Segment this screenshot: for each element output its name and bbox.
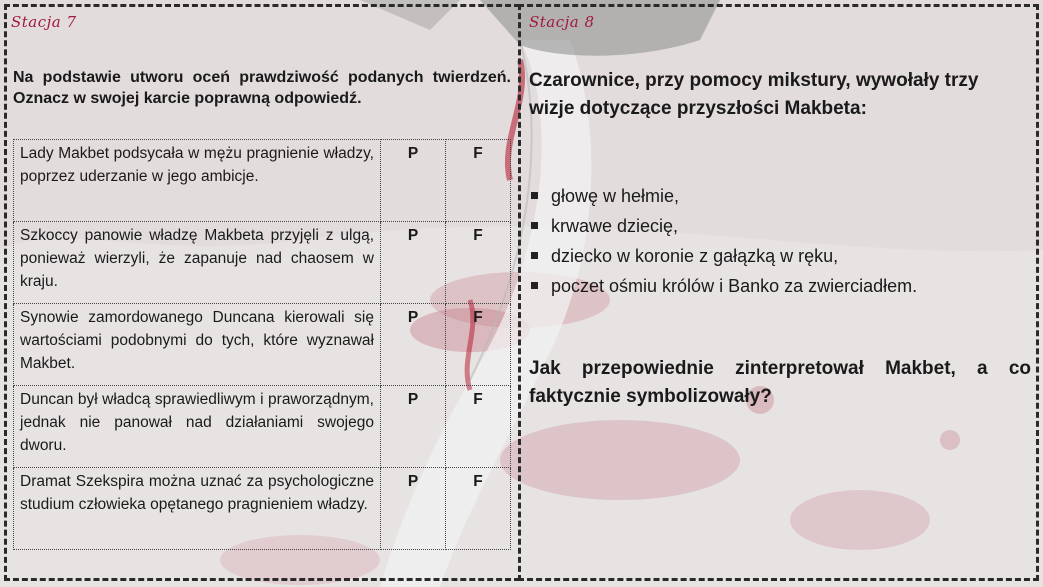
station-7-panel [4,4,520,581]
vision-text: krwawe dziecię, [551,216,679,236]
false-option: F [446,468,511,550]
table-row [14,468,511,550]
vision-text: dziecko w koronie z gałązką w ręku, [551,246,839,266]
bullet-icon [531,192,538,199]
list-item [529,211,917,241]
bullet-icon [531,282,538,289]
visions-list [529,181,917,301]
vision-text: poczet ośmiu królów i Banko za zwierciadłem. [551,276,918,296]
true-option: P [381,140,446,222]
station-7-title: Stacja 7 [11,13,77,31]
station-8-question-1: Czarownice, przy pomocy mikstury, wywołały trzy wizje dotyczące przyszłości Makbeta: [529,70,979,119]
true-false-table [13,139,511,550]
table-row [14,222,511,304]
list-item [529,181,917,211]
true-option: P [381,304,446,386]
true-option: P [381,468,446,550]
station-7-instruction: Na podstawie utworu oceń prawdziwość podanych twierdzeń. Oznacz w swojej karcie poprawną odpowiedź. [13,69,511,107]
true-option: P [381,386,446,468]
vision-text: głowę w hełmie, [551,186,680,206]
table-row [14,140,511,222]
table-row [14,304,511,386]
station-8-panel [518,4,1039,581]
station-8-question-2: Jak przepowiednie zinterpretował Makbet, a co faktycznie symbolizowały? [529,358,1031,407]
table-row [14,386,511,468]
bullet-icon [531,252,538,259]
false-option: F [446,222,511,304]
statement-cell: Synowie zamordowanego Duncana kierowali się wartościami podobnymi do tych, które wyznawał Makbet. [14,304,381,386]
list-item [529,241,917,271]
statement-cell: Duncan był władcą sprawiedliwym i praworządnym, jednak nie panował nad działaniami swojego dworu. [14,386,381,468]
true-option: P [381,222,446,304]
false-option: F [446,386,511,468]
false-option: F [446,304,511,386]
statement-cell: Dramat Szekspira można uznać za psychologiczne studium człowieka opętanego pragnieniem władzy. [14,468,381,550]
statement-cell: Lady Makbet podsycała w mężu pragnienie władzy, poprzez uderzanie w jego ambicje. [14,140,381,222]
bullet-icon [531,222,538,229]
false-option: F [446,140,511,222]
list-item [529,271,917,301]
statement-cell: Szkoccy panowie władzę Makbeta przyjęli z ulgą, ponieważ wierzyli, że zapanuje nad chaosem w kraju. [14,222,381,304]
station-8-title: Stacja 8 [529,13,595,31]
